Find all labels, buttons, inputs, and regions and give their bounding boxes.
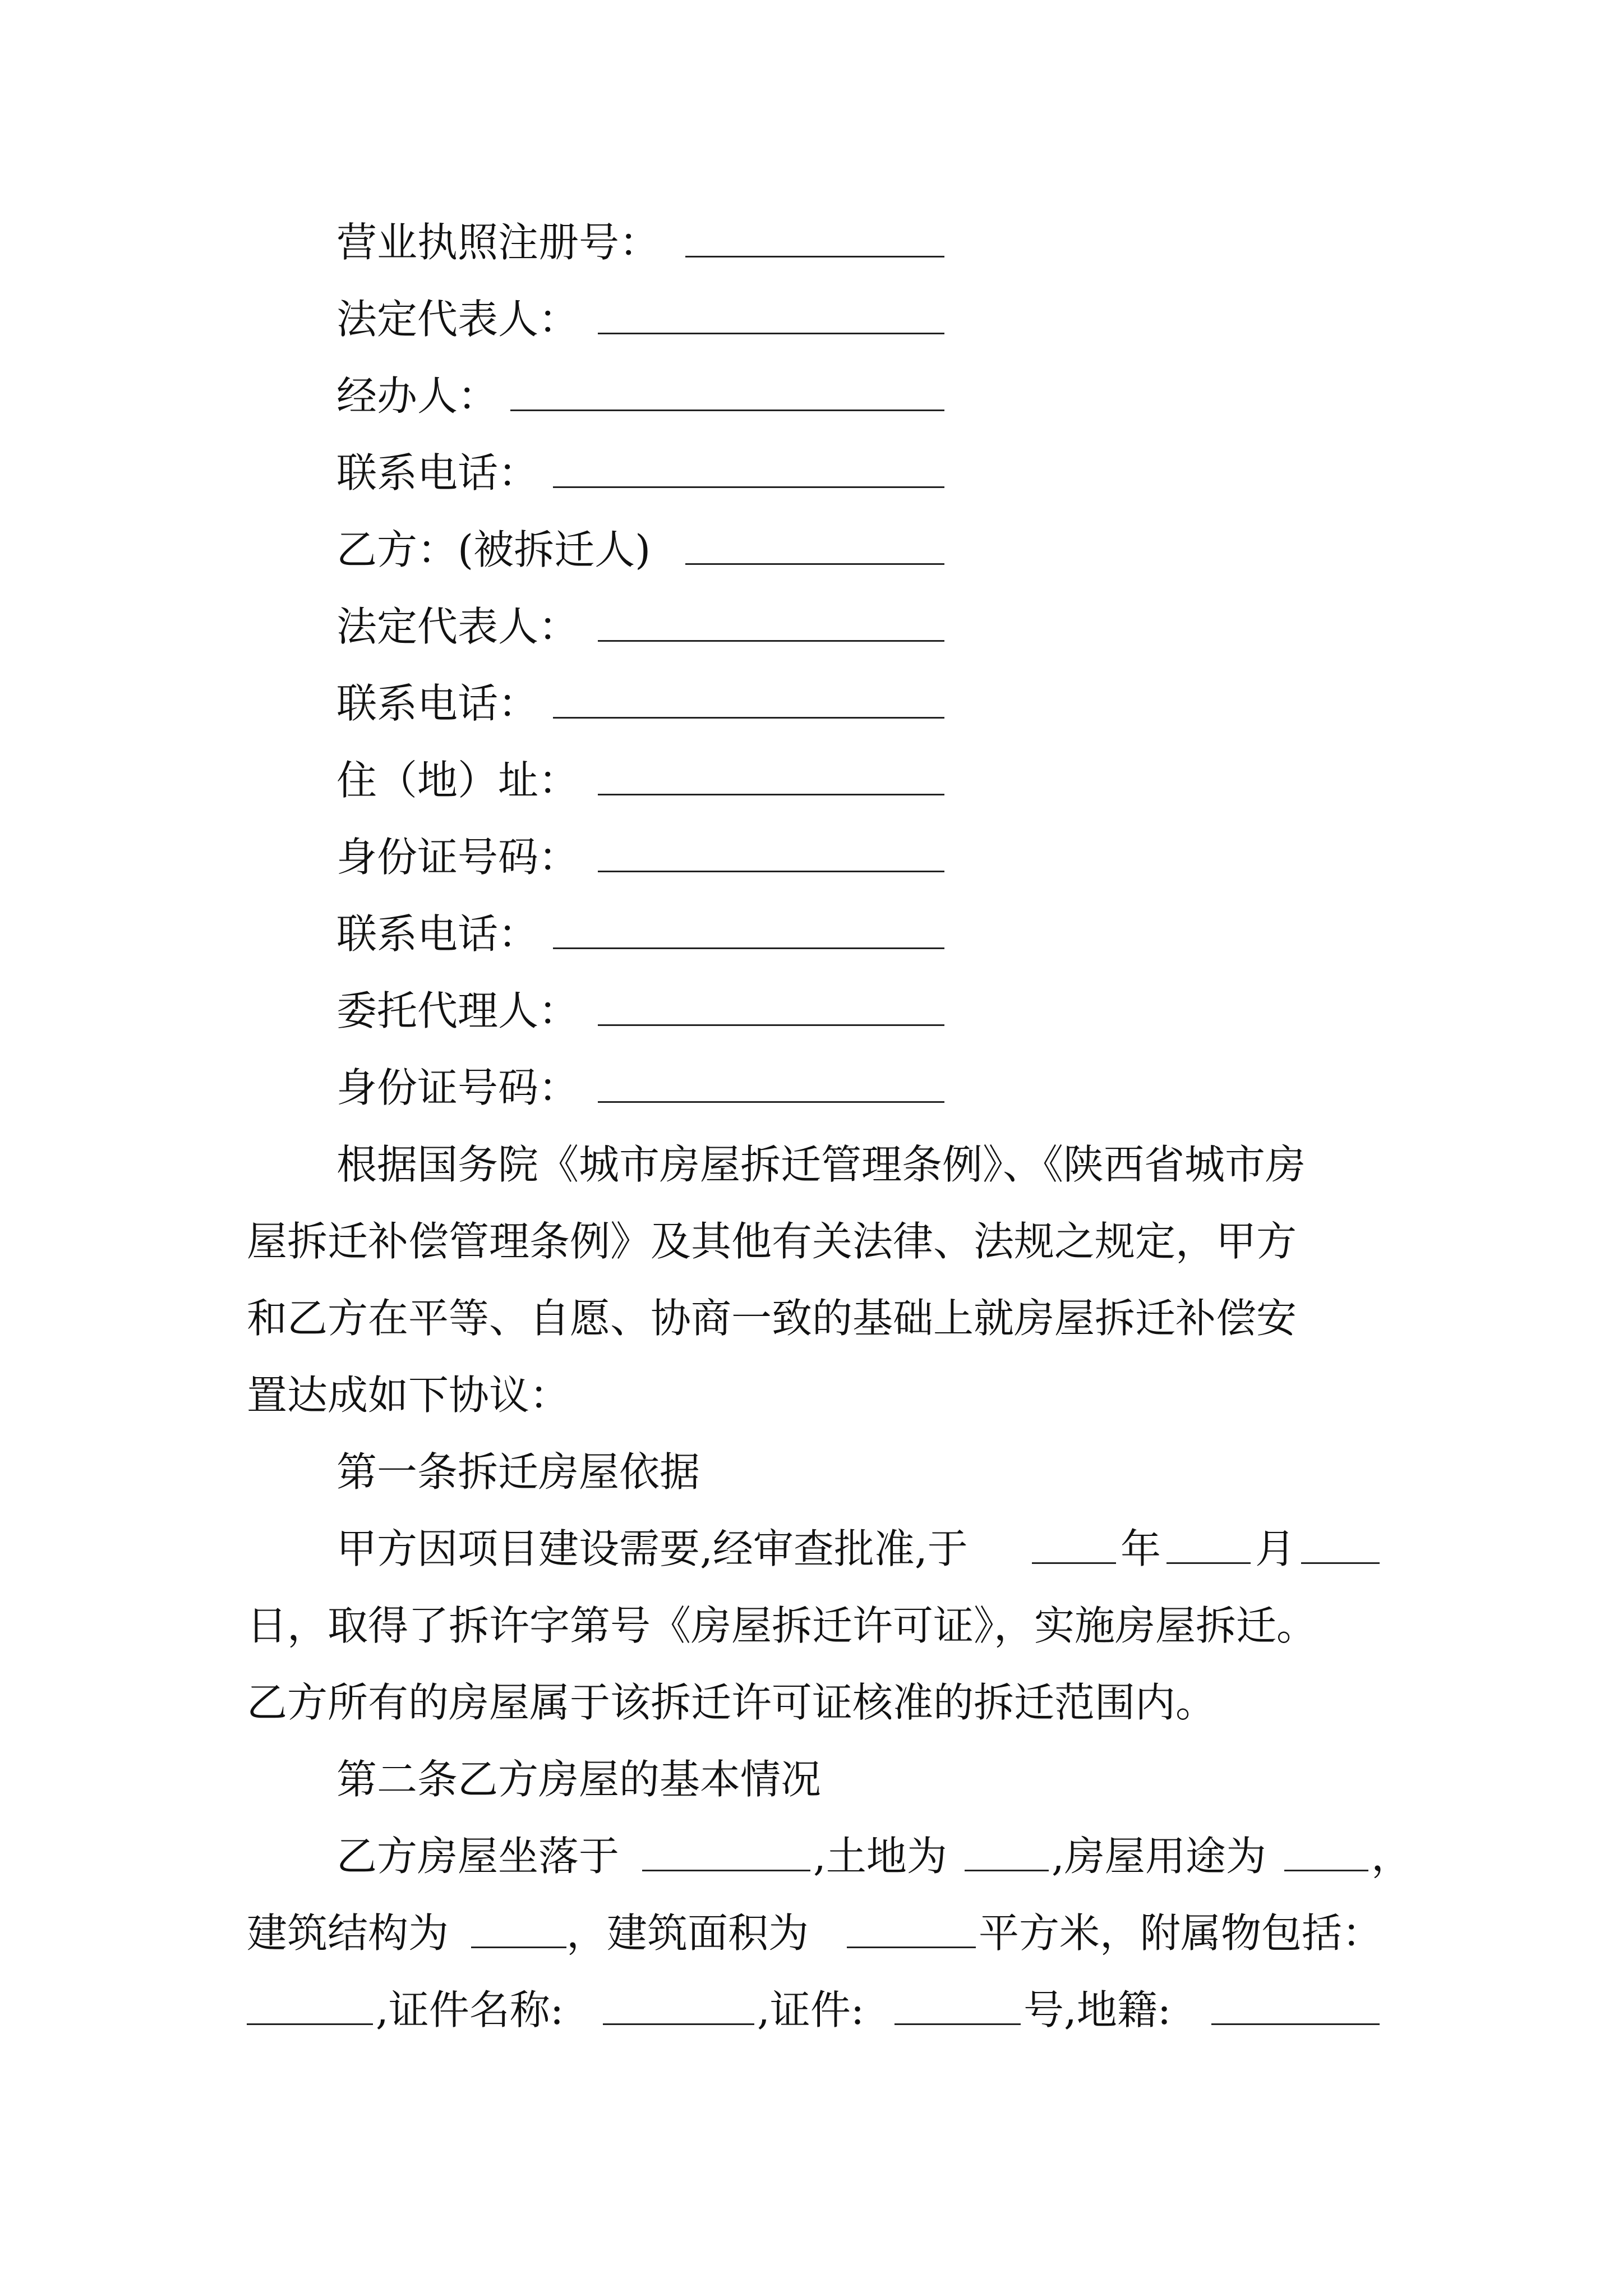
- field-label: 委托代理人：: [336, 987, 579, 1034]
- paragraph-text: 号,地籍:: [1023, 1986, 1172, 2033]
- field-phone-b: [0, 670, 1623, 737]
- field-business-license-no: [0, 209, 1623, 276]
- intro-line: [0, 1285, 1623, 1352]
- fill-blank[interactable]: [598, 640, 944, 642]
- land-blank[interactable]: [965, 1870, 1049, 1871]
- field-label: 身份证号码：: [336, 1064, 579, 1111]
- paragraph-text: ,证件名称:: [376, 1986, 564, 2033]
- article-2-heading: [0, 1746, 1623, 1813]
- intro-text: 置达成如下协议：: [247, 1372, 570, 1419]
- intro-line: [0, 1131, 1623, 1198]
- month-unit: 月: [1255, 1525, 1296, 1572]
- field-address: [0, 747, 1623, 814]
- cadastral-blank[interactable]: [1211, 2023, 1380, 2025]
- article-1-line: [0, 1669, 1623, 1736]
- field-phone-c: [0, 900, 1623, 968]
- article-2-line: [0, 1976, 1623, 2044]
- field-party-b: [0, 516, 1623, 583]
- field-label: 经办人：: [336, 372, 499, 420]
- field-label: 乙方：(被拆迁人): [336, 526, 651, 573]
- intro-text: 屋拆迁补偿管理条例》及其他有关法律、法规之规定，甲方: [247, 1218, 1297, 1265]
- fill-blank[interactable]: [598, 1024, 944, 1026]
- area-blank[interactable]: [847, 1947, 976, 1948]
- month-blank[interactable]: [1166, 1562, 1251, 1564]
- attachment-blank[interactable]: [247, 2023, 373, 2025]
- paragraph-text: 甲方因项目建设需要,经审查批准,于: [336, 1525, 968, 1572]
- day-blank[interactable]: [1301, 1562, 1380, 1564]
- heading-text: 第二条乙方房屋的基本情况: [336, 1756, 822, 1803]
- field-label: 身份证号码：: [336, 834, 579, 881]
- field-id-number-b: [0, 823, 1623, 891]
- paragraph-text: ,房屋用途为: [1052, 1833, 1266, 1880]
- fill-blank[interactable]: [598, 871, 944, 872]
- article-2-line: [0, 1899, 1623, 1967]
- article-1-heading: [0, 1438, 1623, 1506]
- paragraph-text: ,土地为: [813, 1833, 947, 1880]
- fill-blank[interactable]: [553, 947, 944, 949]
- year-unit: 年: [1121, 1525, 1161, 1572]
- fill-blank[interactable]: [685, 563, 944, 565]
- fill-blank[interactable]: [553, 486, 944, 488]
- paragraph-text: ,证件:: [757, 1986, 865, 2033]
- field-label: 法定代表人：: [336, 603, 579, 650]
- fill-blank[interactable]: [598, 1101, 944, 1103]
- usage-blank[interactable]: [1284, 1870, 1368, 1871]
- field-label: 法定代表人：: [336, 296, 579, 343]
- certificate-no-blank[interactable]: [895, 2023, 1021, 2025]
- field-phone-a: [0, 439, 1623, 507]
- article-1-line: [0, 1515, 1623, 1582]
- field-legal-representative-b: [0, 593, 1623, 660]
- field-label: 联系电话：: [336, 680, 539, 727]
- field-label: 住（地）址：: [336, 757, 579, 804]
- year-blank[interactable]: [1032, 1562, 1116, 1564]
- field-label: 联系电话：: [336, 910, 539, 958]
- heading-text: 第一条拆迁房屋依据: [336, 1448, 700, 1496]
- intro-text: 根据国务院《城市房屋拆迁管理条例》、《陕西省城市房: [336, 1141, 1306, 1188]
- article-1-line: [0, 1592, 1623, 1659]
- field-agent: [0, 977, 1623, 1045]
- paragraph-text: 日，取得了拆许字第号《房屋拆迁许可证》，实施房屋拆迁。: [247, 1602, 1317, 1649]
- fill-blank[interactable]: [553, 717, 944, 719]
- fill-blank[interactable]: [598, 794, 944, 795]
- intro-line: [0, 1361, 1623, 1429]
- article-2-line: [0, 1823, 1623, 1890]
- certificate-name-blank[interactable]: [603, 2023, 754, 2025]
- paragraph-text: ，建筑面积为: [566, 1910, 809, 1957]
- location-blank[interactable]: [642, 1870, 810, 1871]
- field-handler: [0, 362, 1623, 430]
- paragraph-text: 建筑结构为: [247, 1910, 449, 1957]
- structure-blank[interactable]: [471, 1947, 566, 1948]
- field-legal-representative-a: [0, 286, 1623, 353]
- fill-blank[interactable]: [510, 409, 944, 411]
- field-id-number-agent: [0, 1054, 1623, 1121]
- paragraph-text: ，: [1371, 1833, 1412, 1880]
- fill-blank[interactable]: [598, 333, 944, 334]
- paragraph-text: 平方米，附属物包括：: [979, 1910, 1383, 1957]
- fill-blank[interactable]: [685, 256, 944, 257]
- paragraph-text: 乙方所有的房屋属于该拆迁许可证核准的拆迁范围内。: [247, 1679, 1216, 1726]
- paragraph-text: 乙方房屋坐落于: [336, 1833, 620, 1880]
- field-label: 联系电话：: [336, 449, 539, 496]
- field-label: 营业执照注册号：: [336, 219, 660, 266]
- intro-line: [0, 1208, 1623, 1275]
- intro-text: 和乙方在平等、自愿、协商一致的基础上就房屋拆迁补偿安: [247, 1295, 1297, 1342]
